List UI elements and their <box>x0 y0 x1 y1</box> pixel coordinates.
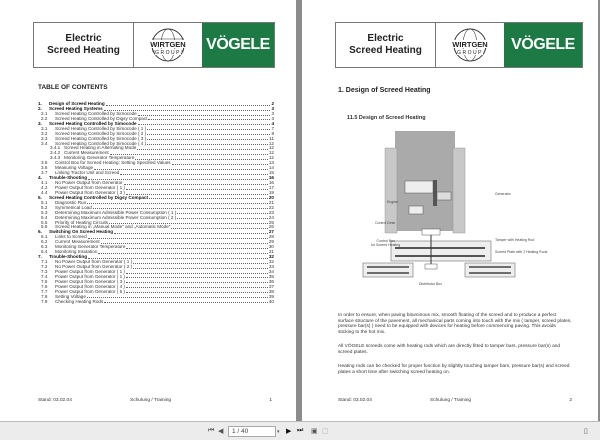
toc-entry-page: 22 <box>268 204 274 210</box>
page-header <box>33 22 275 68</box>
toc-entry-page: 16 <box>268 180 274 185</box>
toc-entry-page: 32 <box>268 259 274 264</box>
toc-entry-number: 6.2 <box>41 239 48 245</box>
toc-entry-title: Current Measurement <box>64 150 109 156</box>
toc-entry-page: 28 <box>268 234 274 240</box>
toc-leader-dots <box>126 186 268 190</box>
toc-entry-page: 40 <box>268 298 274 304</box>
footer-center: Schulung / Training <box>430 398 472 403</box>
toc-entry-page: 25 <box>268 219 274 225</box>
toc-leader-dots <box>93 206 268 210</box>
wirtgen-group-logo <box>134 23 202 67</box>
toc-entry-title: Determining Maximum Admissible Power Consumption ( 2 ) <box>55 214 177 220</box>
svg-text:GROUP: GROUP <box>155 50 181 56</box>
toc-entry-number: 3.2 <box>41 130 48 136</box>
toc-entry-page: 23 <box>268 209 274 215</box>
toc-entry-number: 3.1 <box>41 125 48 131</box>
toc-entry-title: Trouble-Shooting <box>49 175 88 181</box>
toc-entry-title: Power Output from Generator ( 5 ) <box>55 288 125 294</box>
toc-entry-number: 5.6 <box>41 224 48 230</box>
toc-entry-number: 7.9 <box>41 298 48 304</box>
toc-entry-page: 31 <box>268 249 274 255</box>
page-number: 1 <box>269 398 272 403</box>
toc-entry-title: Monitoring Generator Temperature <box>55 244 126 250</box>
label-control-box: Control Box for Screed Heating <box>371 239 401 247</box>
toc-entry-title: Power Output from Generator ( 4 ) <box>55 283 125 289</box>
toc-leader-dots <box>133 260 268 264</box>
footer-date: Stand: 03.02.04 <box>38 398 72 403</box>
next-page-icon[interactable]: ▶ <box>286 428 292 435</box>
label-screed-plate: Screed Plate with 2 Heating Rods <box>495 250 548 254</box>
toc-leader-dots <box>147 142 268 146</box>
toc-leader-dots <box>171 225 268 229</box>
toc-entry-title: Monitoring Insulation <box>55 249 98 255</box>
toc-entry-number: 7.6 <box>41 283 48 289</box>
toc-entry-number: 5. <box>38 194 42 200</box>
toc-entry-number: 4.2 <box>41 184 48 190</box>
toc-entry-number: 5.4 <box>41 214 48 220</box>
toc-entry-title: Diagnostic Run <box>55 199 87 205</box>
toc-entry-page: 35 <box>268 273 274 279</box>
toc-leader-dots <box>126 285 268 289</box>
paragraph: All VÖGELE screeds come with heating rods which are directly fitted to tamper bars, pressure bar(s) and screed plates. <box>338 344 561 355</box>
toc-entry-number: 7.3 <box>41 268 48 274</box>
toc-entry-number: 3.4.1 <box>50 145 61 151</box>
table-of-contents <box>38 102 274 304</box>
toc-entry-number: 3.5 <box>41 160 48 166</box>
document-title <box>34 23 134 67</box>
toc-entry-page: 24 <box>268 214 274 220</box>
toc-entry-page: 21 <box>268 199 274 205</box>
toc-leader-dots <box>133 265 268 269</box>
prev-page-icon[interactable]: ◀ <box>218 428 224 435</box>
toc-entry-page: 30 <box>268 244 274 250</box>
toc-entry-number: 1. <box>38 101 42 106</box>
toc-entry-number: 2.1 <box>41 110 48 116</box>
toc-entry-number: 7.1 <box>41 259 48 264</box>
title-line: Electric <box>65 33 102 44</box>
svg-text:GROUP: GROUP <box>457 50 483 56</box>
toc-leader-dots <box>138 112 271 116</box>
title-line: Screed Heating <box>349 45 422 56</box>
title-line: Screed Heating <box>47 45 120 56</box>
toc-entry-page: 8 <box>271 130 274 136</box>
toc-leader-dots <box>126 245 267 249</box>
page-number: 2 <box>569 398 572 403</box>
toc-leader-dots <box>87 295 268 299</box>
toc-entry-title: Screed Heating Controlled by Simocode ( 4 ) <box>55 140 147 146</box>
toc-entry-page: 27 <box>268 229 274 235</box>
toc-leader-dots <box>114 230 268 234</box>
toc-leader-dots <box>124 181 268 185</box>
screed-heating-diagram <box>335 106 548 298</box>
toc-entry-page: 11 <box>269 135 274 141</box>
toc-entry-page: 3 <box>271 105 274 111</box>
toc-entry-title: Setting Voltage <box>55 293 86 299</box>
paragraph: Heating rods can be checked for proper function by slightly touching tamper bars, pressure bar(s) and screed plates a short time after switching screed heating on. <box>338 364 570 375</box>
toc-entry-title: Switching On Screed Heating <box>49 229 114 235</box>
last-page-icon[interactable]: ⏭ <box>297 427 304 434</box>
page-header <box>335 22 583 68</box>
toc-entry-page: 13 <box>268 160 274 166</box>
toc-entry-page: 19 <box>268 189 274 195</box>
toc-entry-page: 2 <box>271 101 274 106</box>
toc-leader-dots <box>126 270 268 274</box>
first-page-icon[interactable]: ⏮ <box>208 427 215 434</box>
toc-entry-title: Priority of Heating Circuits <box>55 219 109 225</box>
toc-entry-number: 2.2 <box>41 115 48 121</box>
toc-entry-title: Symmetrical Load <box>55 204 92 210</box>
figure-title: 11.5 Design of Screed Heating <box>347 115 426 121</box>
toc-entry-page: 12 <box>268 145 274 151</box>
toc-entry-title: Current Measurement <box>55 239 100 245</box>
toc-leader-dots <box>177 216 268 220</box>
toc-entry-page: 32 <box>268 254 274 260</box>
label-engine: Engine <box>387 200 398 204</box>
toc-entry[interactable] <box>38 300 274 305</box>
toc-leader-dots <box>126 280 268 284</box>
toc-leader-dots <box>149 196 268 200</box>
toc-entry-number: 4.4 <box>41 189 48 195</box>
toc-entry-number: 3. <box>38 120 42 126</box>
toc-entry-number: 5.3 <box>41 209 48 215</box>
toc-entry-page: 3 <box>271 110 274 116</box>
toc-entry-page: 38 <box>268 288 274 294</box>
toc-entry-title: Power Output from Generator ( 3 ) <box>55 189 125 195</box>
toc-entry-number: 7.2 <box>41 263 48 269</box>
toc-entry-number: 7. <box>38 254 42 260</box>
toc-leader-dots <box>138 122 271 126</box>
fit-page-icon[interactable]: ▯ <box>584 428 588 435</box>
footer-date: Stand: 03.02.04 <box>338 398 372 403</box>
page-2 <box>302 0 598 421</box>
toc-entry-title: Control Box for Screed Heating: Setting Specified Values <box>55 160 171 166</box>
toc-entry-title: No Power Output from Generator ( 2 ) <box>55 263 133 269</box>
toc-leader-dots <box>98 250 267 254</box>
toc-entry-title: Power Output from Generator ( 1 ) <box>55 268 125 274</box>
pdf-toolbar <box>0 421 600 440</box>
toc-entry-page: 20 <box>268 194 274 200</box>
toc-entry-number: 7.4 <box>41 273 48 279</box>
toc-entry-title: Screed Heating Systems <box>49 105 103 111</box>
toc-leader-dots <box>147 137 268 141</box>
toc-entry-title: Screed Heating Controlled by Simocode <box>49 120 137 126</box>
toc-entry-number: 5.1 <box>41 199 48 205</box>
toc-entry-page: 17 <box>268 184 274 190</box>
toc-entry-title: Power Output from Generator ( 1 ) <box>55 273 125 279</box>
toc-title: TABLE OF CONTENTS <box>38 84 108 91</box>
toc-entry-page: 26 <box>268 224 274 230</box>
label-distributor-box: Distributor Box <box>419 282 442 286</box>
toc-entry-title: Screed Heating Controlled by Simocode <box>55 110 137 116</box>
title-line: Electric <box>367 33 404 44</box>
vogele-logo: VÖGELE <box>504 23 582 67</box>
toc-entry-number: 6.3 <box>41 244 48 250</box>
toc-leader-dots <box>147 127 270 131</box>
toc-entry-title: Screed Heating Controlled by Simocode ( 3 ) <box>55 135 147 141</box>
paragraph: In order to ensure, when paving bituminous mix, smooth floating of the screed and to produce a perfect surface structure of the pavement, all mechanical parts coming into touch with the mix ( tamper, screed plates, pressure bar(s) ) need to be equipped with devices for heating before commencing paving. This avoids sticking to the hot mix. <box>338 313 572 335</box>
toc-entry-title: Design of Screed Heating <box>49 101 105 106</box>
page-dropdown-icon[interactable]: ▾ <box>277 429 280 435</box>
toc-entry-number: 6.1 <box>41 234 48 240</box>
toc-entry-number: 4. <box>38 175 42 181</box>
page-number-input[interactable]: 1 / 40 <box>228 426 276 437</box>
two-page-view-icon[interactable]: ▢ <box>322 428 329 435</box>
toc-leader-dots <box>104 300 268 304</box>
toc-entry-page: 37 <box>268 283 274 289</box>
toc-entry-number: 3.4.3 <box>50 155 61 161</box>
toc-entry-title: Linking Tractor Unit and Screed <box>55 170 120 176</box>
toc-entry-title: Trouble-Shooting <box>49 254 88 260</box>
toc-entry-title: No Power Output from Generator ( 1 ) <box>55 259 133 264</box>
toc-entry-number: 3.7 <box>41 170 48 176</box>
toc-entry-page: 3 <box>271 115 274 121</box>
toc-entry-page: 33 <box>268 263 274 269</box>
svg-text:WIRTGEN: WIRTGEN <box>452 40 488 49</box>
toc-leader-dots <box>126 275 268 279</box>
document-title <box>336 23 436 67</box>
toc-leader-dots <box>106 102 271 106</box>
label-generator: Generator <box>495 192 511 196</box>
toc-entry-title: Measuring Voltage <box>55 165 94 171</box>
toc-entry-number: 6. <box>38 229 42 235</box>
page-1 <box>0 0 296 421</box>
toc-entry-number: 3.4 <box>41 140 48 146</box>
toc-entry-page: 4 <box>271 120 274 126</box>
toc-entry-page: 15 <box>268 170 274 176</box>
toc-entry-page: 16 <box>268 175 274 181</box>
label-tamper: Tamper with Heating Rod <box>495 238 535 242</box>
toc-entry-number: 3.4.2 <box>50 150 61 156</box>
toc-entry-title: Screed Heating Controlled by Simocode ( 1 ) <box>55 125 147 131</box>
toc-entry-title: Checking Heating Rods <box>55 298 104 304</box>
toc-entry-page: 34 <box>268 268 274 274</box>
toc-leader-dots <box>126 290 268 294</box>
wirtgen-group-logo <box>436 23 504 67</box>
toc-entry-page: 12 <box>268 150 274 156</box>
toc-entry-title: Screed Heating in „Manual Mode" and „Automatic Mode" <box>55 224 171 230</box>
toc-leader-dots <box>101 240 268 244</box>
footer-center: Schulung / Training <box>130 398 172 403</box>
toc-leader-dots <box>120 171 268 175</box>
toc-leader-dots <box>147 132 270 136</box>
toc-entry-page: 12 <box>268 140 274 146</box>
toc-leader-dots <box>94 166 268 170</box>
toc-entry-number: 4.1 <box>41 180 48 185</box>
diagram-graphic <box>335 106 525 298</box>
toc-leader-dots <box>172 161 268 165</box>
toc-entry-title: Screed Heating Controlled by Digsy Compact <box>55 115 148 121</box>
toc-leader-dots <box>137 146 268 150</box>
toc-entry-number: 2. <box>38 105 42 111</box>
toc-entry-title: Power Output from Generator ( 1 ) <box>55 184 125 190</box>
toc-entry-title: Links to Screed <box>55 234 87 240</box>
toc-entry-title: No Power Output from Generator <box>55 180 123 185</box>
toc-entry-number: 5.2 <box>41 204 48 210</box>
toc-entry-number: 5.5 <box>41 219 48 225</box>
toc-entry-page: 12 <box>268 155 274 161</box>
toc-entry-title: Monitoring Generator Temperature <box>64 155 135 161</box>
toc-entry-page: 14 <box>268 165 274 171</box>
section-heading: 1. Design of Screed Heating <box>338 87 431 94</box>
toc-entry-title: Power Output from Generator ( 3 ) <box>55 278 125 284</box>
toc-entry-page: 39 <box>268 293 274 299</box>
toc-entry-number: 3.3 <box>41 135 48 141</box>
toc-entry-number: 7.5 <box>41 278 48 284</box>
toc-leader-dots <box>87 201 268 205</box>
toc-leader-dots <box>148 117 270 121</box>
single-page-view-icon[interactable]: ▣ <box>311 428 318 435</box>
toc-entry-page: 7 <box>271 125 274 131</box>
toc-entry-title: Screed Heating Controlled by Digsy Compact <box>49 194 149 200</box>
toc-entry-page: 36 <box>268 278 274 284</box>
toc-entry-page: 29 <box>268 239 274 245</box>
toc-entry-title: Screed Heating in Alternating Mode <box>64 145 137 151</box>
toc-entry-number: 3.6 <box>41 165 48 171</box>
toc-leader-dots <box>126 191 268 195</box>
toc-leader-dots <box>177 211 268 215</box>
label-control-desk: Control Desk <box>375 221 396 225</box>
toc-entry-title: Determining Maximum Admissible Power Consumption ( 1 ) <box>55 209 177 215</box>
toc-leader-dots <box>88 235 268 239</box>
toc-entry-title: Screed Heating Controlled by Simocode ( 2 ) <box>55 130 147 136</box>
toc-entry-number: 7.8 <box>41 293 48 299</box>
vogele-logo: VÖGELE <box>202 23 274 67</box>
svg-text:WIRTGEN: WIRTGEN <box>150 40 186 49</box>
toc-entry-number: 6.4 <box>41 249 48 255</box>
toc-entry-number: 7.7 <box>41 288 48 294</box>
